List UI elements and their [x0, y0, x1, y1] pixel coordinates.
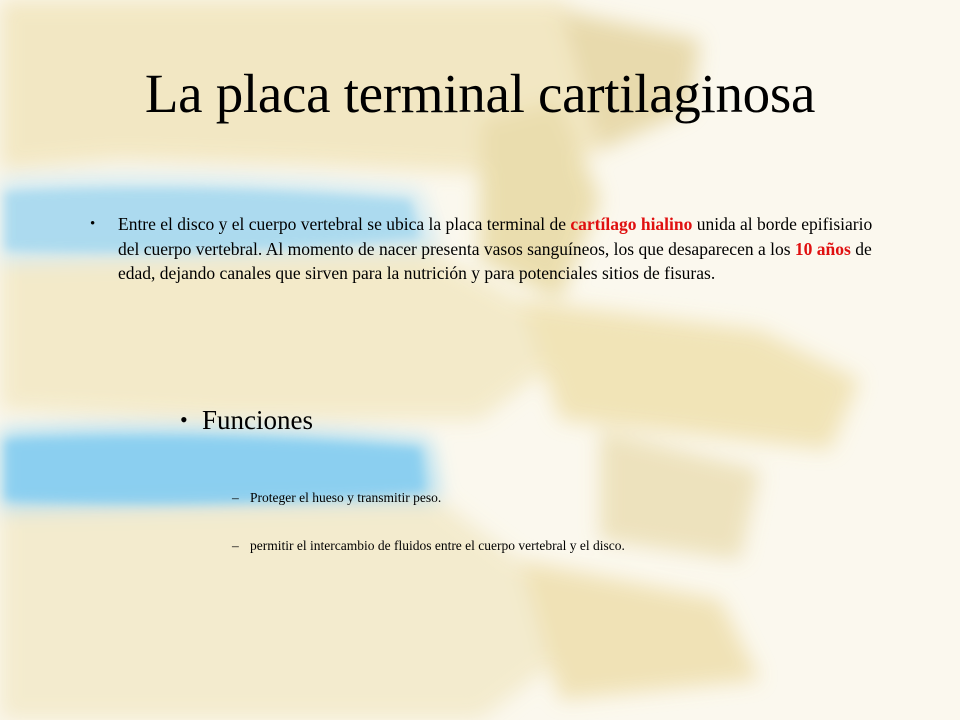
bullet-dot: •: [180, 407, 188, 432]
bullet-dot: •: [90, 216, 96, 232]
funciones-label: Funciones: [202, 405, 313, 435]
paragraph: [118, 212, 890, 286]
highlight-cartilago-hialino: cartílago hialino: [570, 214, 693, 234]
body-text: [90, 212, 890, 286]
paragraph-part-3: de edad, dejando canales que sirven para la nutrición y para potenciales sitios de fisuras.: [118, 238, 872, 283]
function-item-text: Proteger el hueso y transmitir peso.: [250, 490, 442, 505]
paragraph-part-2: unida al borde epifisiario del cuerpo vertebral. Al momento de nacer presenta vasos sanguíneos, los que desaparecen a los: [118, 214, 873, 259]
slide-title: La placa terminal cartilaginosa: [144, 63, 816, 124]
dash: –: [232, 538, 239, 553]
funciones-heading: [180, 402, 313, 438]
function-item-1: [232, 489, 441, 507]
bullet-item: [90, 212, 890, 286]
function-item-2: [232, 537, 625, 555]
function-item-text: permitir el intercambio de fluidos entre el cuerpo vertebral y el disco.: [250, 538, 625, 553]
dash: –: [232, 490, 239, 505]
highlight-10-anos: 10 años: [794, 238, 851, 259]
paragraph-part-1: Entre el disco y el cuerpo vertebral se ubica la placa terminal de: [118, 214, 571, 234]
